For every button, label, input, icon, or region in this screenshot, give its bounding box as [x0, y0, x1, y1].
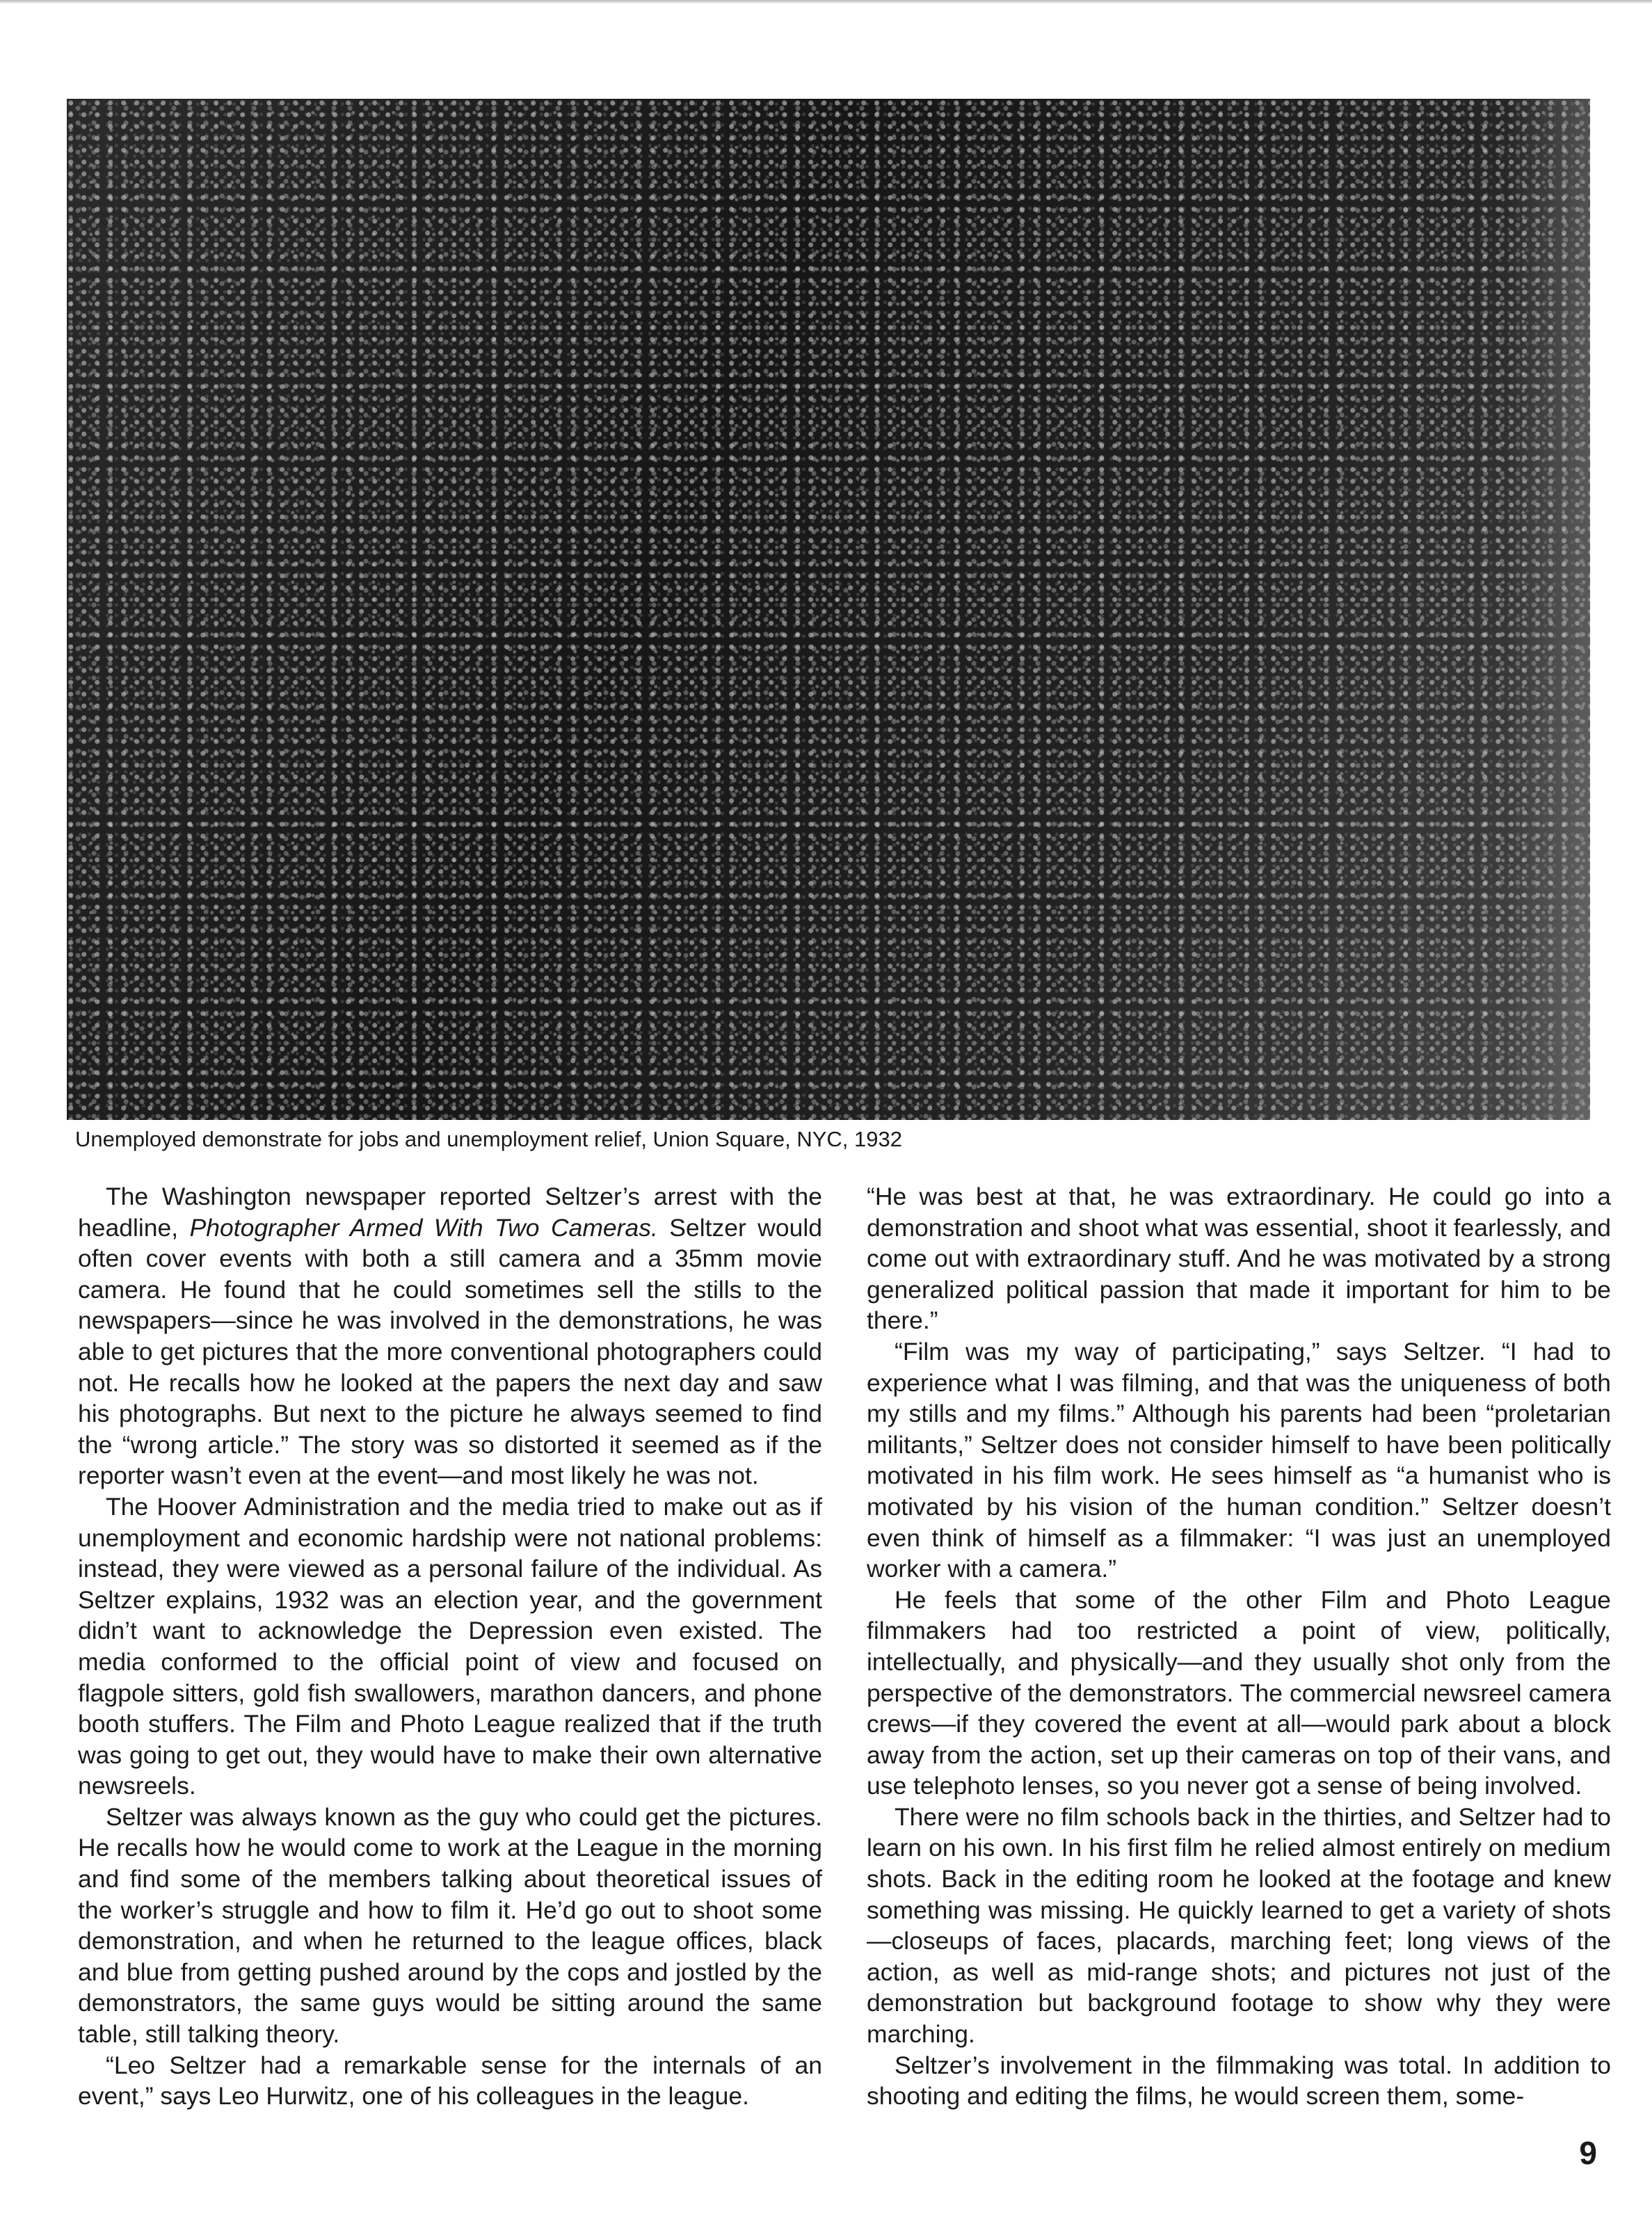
photo-caption: Unemployed demonstrate for jobs and unemployment relief, Union Square, NYC, 1932 — [75, 1127, 902, 1151]
paragraph-text: Seltzer would often cover events with both a still camera and a 35mm movie camera. He found that he could sometimes sell the stills to the newspapers—since he was involved in the demonstrations, he was able to get pictures that the more conventional photographers could not. He recalls how he looked at the papers the next day and saw his photographs. But next to the picture he always seemed to find the “wrong article.” The story was so distorted it seemed as if the reporter wasn’t even at the event—and most likely he was not. — [78, 1213, 823, 1490]
headline-quote: Photographer Armed With Two Cameras. — [189, 1213, 658, 1242]
article-paragraph: Seltzer’s involvement in the filmmaking was total. In addition to shooting and editing the films, he would screen them, some- — [867, 2051, 1611, 2111]
paragraph-text: The Washington newspaper reported Seltzer’s arrest with the headline, — [78, 1183, 822, 1242]
article-paragraph: Seltzer was always known as the guy who could get the pictures. He recalls how he would come to work at the League in the morning and find some of the members talking about theoretical issues of the worker’s struggle and how to film it. He’d go out to shoot some demonstration, and when he returned to the league offices, black and blue from getting pushed around by the cops and jostled by the demonstrators, the same guys would be sitting around the same table, still talking theory. — [78, 1802, 822, 2049]
article-paragraph: “Leo Seltzer had a remarkable sense for the internals of an event,” says Leo Hurwitz, one of his colleagues in the league. — [78, 2051, 822, 2111]
page-number: 9 — [1579, 2135, 1597, 2171]
article-left-column — [78, 1181, 822, 2112]
top-rule — [0, 0, 1652, 4]
article-paragraph: There were no film schools back in the thirties, and Seltzer had to learn on his own. In his first film he relied almost entirely on medium shots. Back in the editing room he looked at the footage and knew something was missing. He quickly learned to get a variety of shots—closeups of faces, placards, marching feet; long views of the action, as well as mid-range shots; and pictures not just of the demonstration but background footage to show why they were marching. — [867, 1802, 1611, 2049]
article-paragraph — [78, 1181, 822, 1491]
article-paragraph: “He was best at that, he was extraordinary. He could go into a demonstration and shoot what was essential, shoot it fearlessly, and come out with extraordinary stuff. And he was motivated by a strong generalized political passion that made it important for him to be there.” — [867, 1183, 1611, 1335]
article-paragraph: “Film was my way of participating,” says Seltzer. “I had to experience what I was filming, and that was the uniqueness of both my stills and my films.” Although his parents had been “proletarian militants,” Seltzer does not consider himself to have been politically motivated in his film work. He sees himself as “a humanist who is motivated by his vision of the human condition.” Seltzer doesn’t even think of himself as a filmmaker: “I was just an unemployed worker with a camera.” — [867, 1337, 1611, 1583]
article-paragraph: He feels that some of the other Film and Photo League filmmakers had too restricted a point of view, politically, intellectually, and physically—and they usually shot only from the perspective of the demonstrators. The commercial newsreel camera crews—if they covered the event at all—would park about a block away from the action, set up their cameras on top of their vans, and use telephoto lenses, so you never got a sense of being involved. — [867, 1585, 1611, 1800]
article-right-column — [867, 1181, 1611, 2112]
photo-street-edge — [1507, 99, 1590, 1120]
crowd-photograph — [67, 99, 1590, 1120]
article-paragraph: The Hoover Administration and the media tried to make out as if unemployment and economic hardship were not national problems: instead, they were viewed as a personal failure of the individual. As Seltzer explains, 1932 was an election year, and the government didn’t want to acknowledge the Depression even existed. The media conformed to the official point of view and focused on flagpole sitters, gold fish swallowers, marathon dancers, and phone booth stuffers. The Film and Photo League realized that if the truth was going to get out, they would have to make their own alternative newsreels. — [78, 1492, 822, 1800]
